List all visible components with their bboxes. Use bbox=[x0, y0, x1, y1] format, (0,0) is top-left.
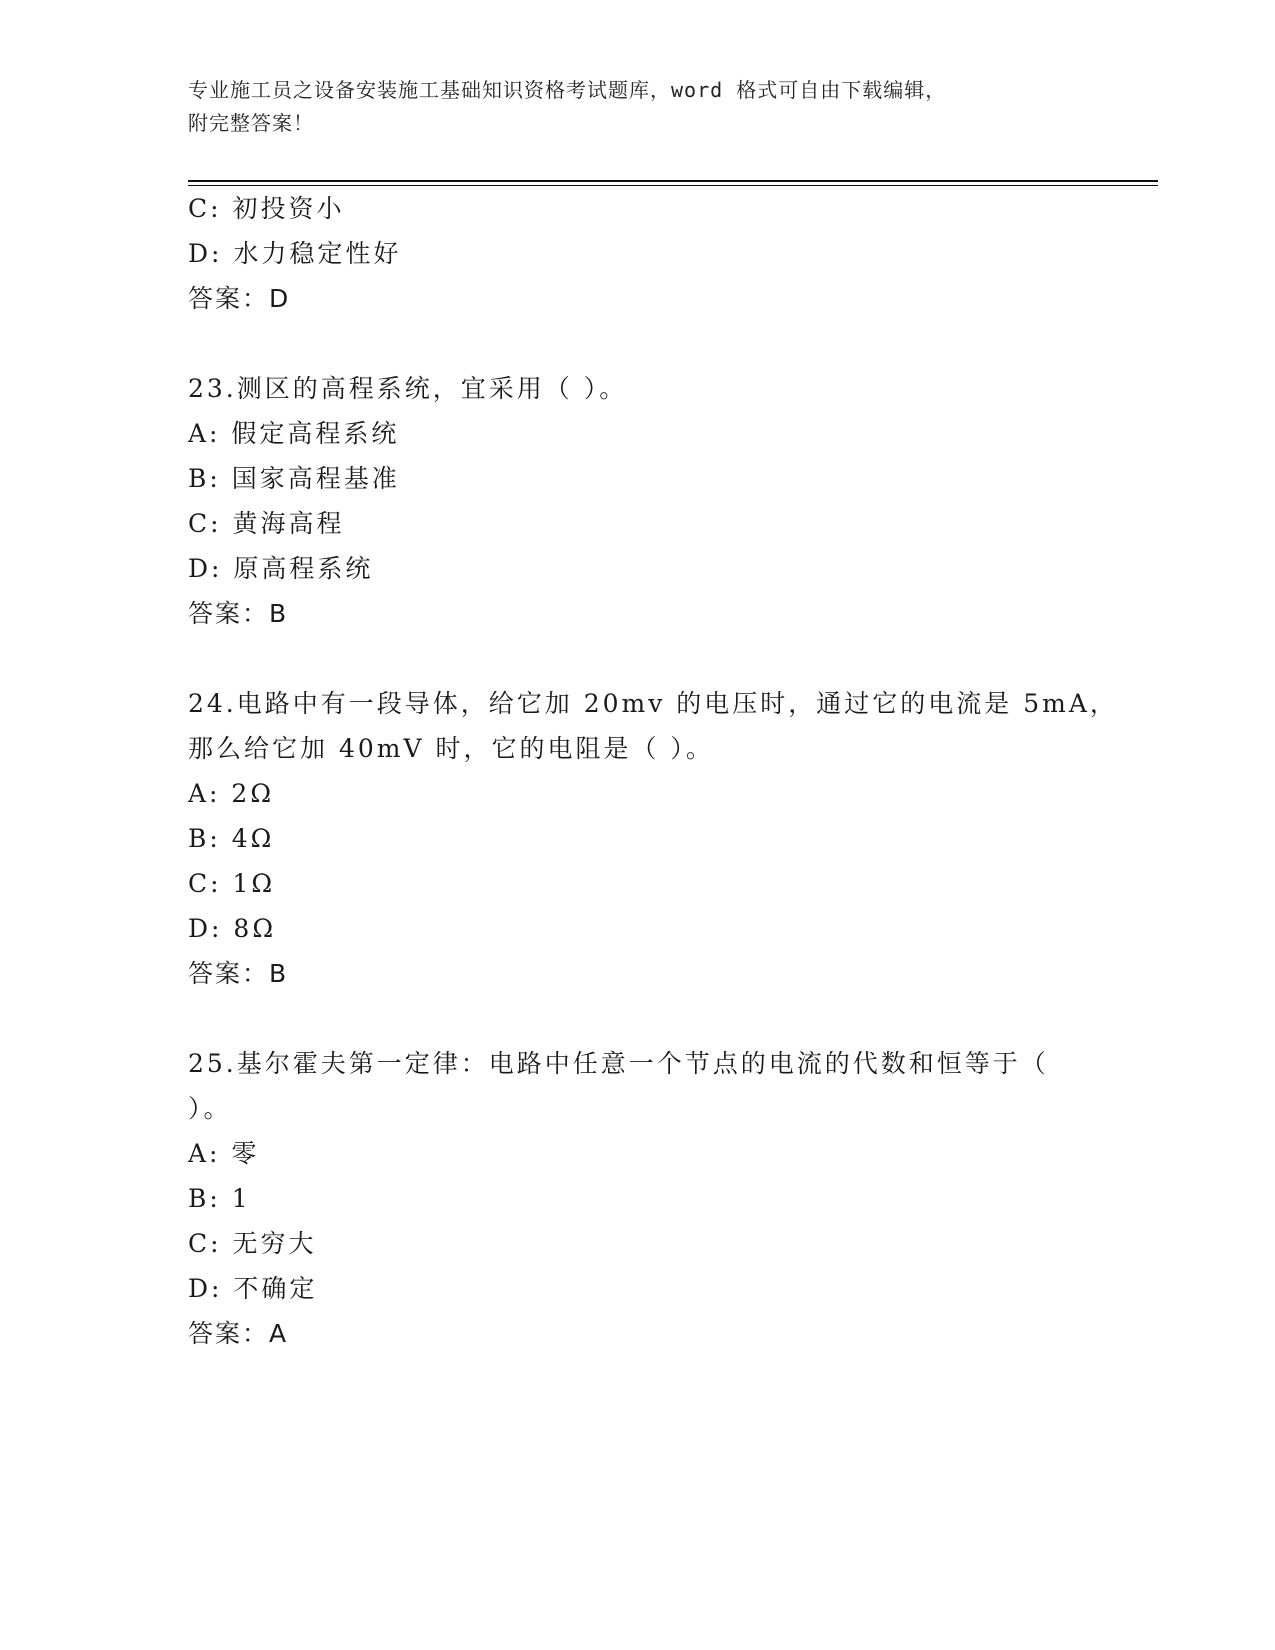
q25-option-d: D: 不确定 bbox=[188, 1274, 318, 1303]
q23-stem: 23.测区的高程系统，宜采用（ ）。 bbox=[188, 374, 628, 403]
header-divider-thin bbox=[188, 185, 1158, 186]
q23-answer: 答案：B bbox=[188, 599, 289, 628]
q24-stem-line-2: 那么给它加 40mV 时，它的电阻是（ ）。 bbox=[188, 734, 714, 763]
q23-option-a: A: 假定高程系统 bbox=[188, 419, 400, 448]
header-line-2: 附完整答案！ bbox=[188, 111, 314, 135]
q24-answer: 答案：B bbox=[188, 959, 289, 988]
q24-stem-line-1: 24.电路中有一段导体，给它加 20mv 的电压时，通过它的电流是 5mA， bbox=[188, 689, 1118, 718]
q23-option-b: B: 国家高程基准 bbox=[188, 464, 400, 493]
q23-option-d: D: 原高程系统 bbox=[188, 554, 374, 583]
prev-option-d: D: 水力稳定性好 bbox=[188, 239, 402, 268]
q24-option-c: C: 1Ω bbox=[188, 869, 276, 898]
prev-option-c: C: 初投资小 bbox=[188, 194, 345, 223]
q24-option-b: B: 4Ω bbox=[188, 824, 275, 853]
header-divider-thick bbox=[188, 180, 1158, 182]
q25-option-a: A: 零 bbox=[188, 1139, 260, 1168]
q25-option-b: B: 1 bbox=[188, 1184, 251, 1213]
q25-stem-line-2: ）。 bbox=[188, 1094, 232, 1123]
q24-option-d: D: 8Ω bbox=[188, 914, 277, 943]
q25-option-c: C: 无穷大 bbox=[188, 1229, 317, 1258]
q23-option-c: C: 黄海高程 bbox=[188, 509, 345, 538]
prev-answer: 答案：D bbox=[188, 284, 291, 313]
header-line-1: 专业施工员之设备安装施工基础知识资格考试题库，word 格式可自由下载编辑， bbox=[188, 78, 947, 102]
q25-answer: 答案：A bbox=[188, 1319, 289, 1348]
q25-stem-line-1: 25.基尔霍夫第一定律：电路中任意一个节点的电流的代数和恒等于（ bbox=[188, 1049, 1049, 1078]
document-header bbox=[188, 74, 1088, 140]
q24-option-a: A: 2Ω bbox=[188, 779, 275, 808]
